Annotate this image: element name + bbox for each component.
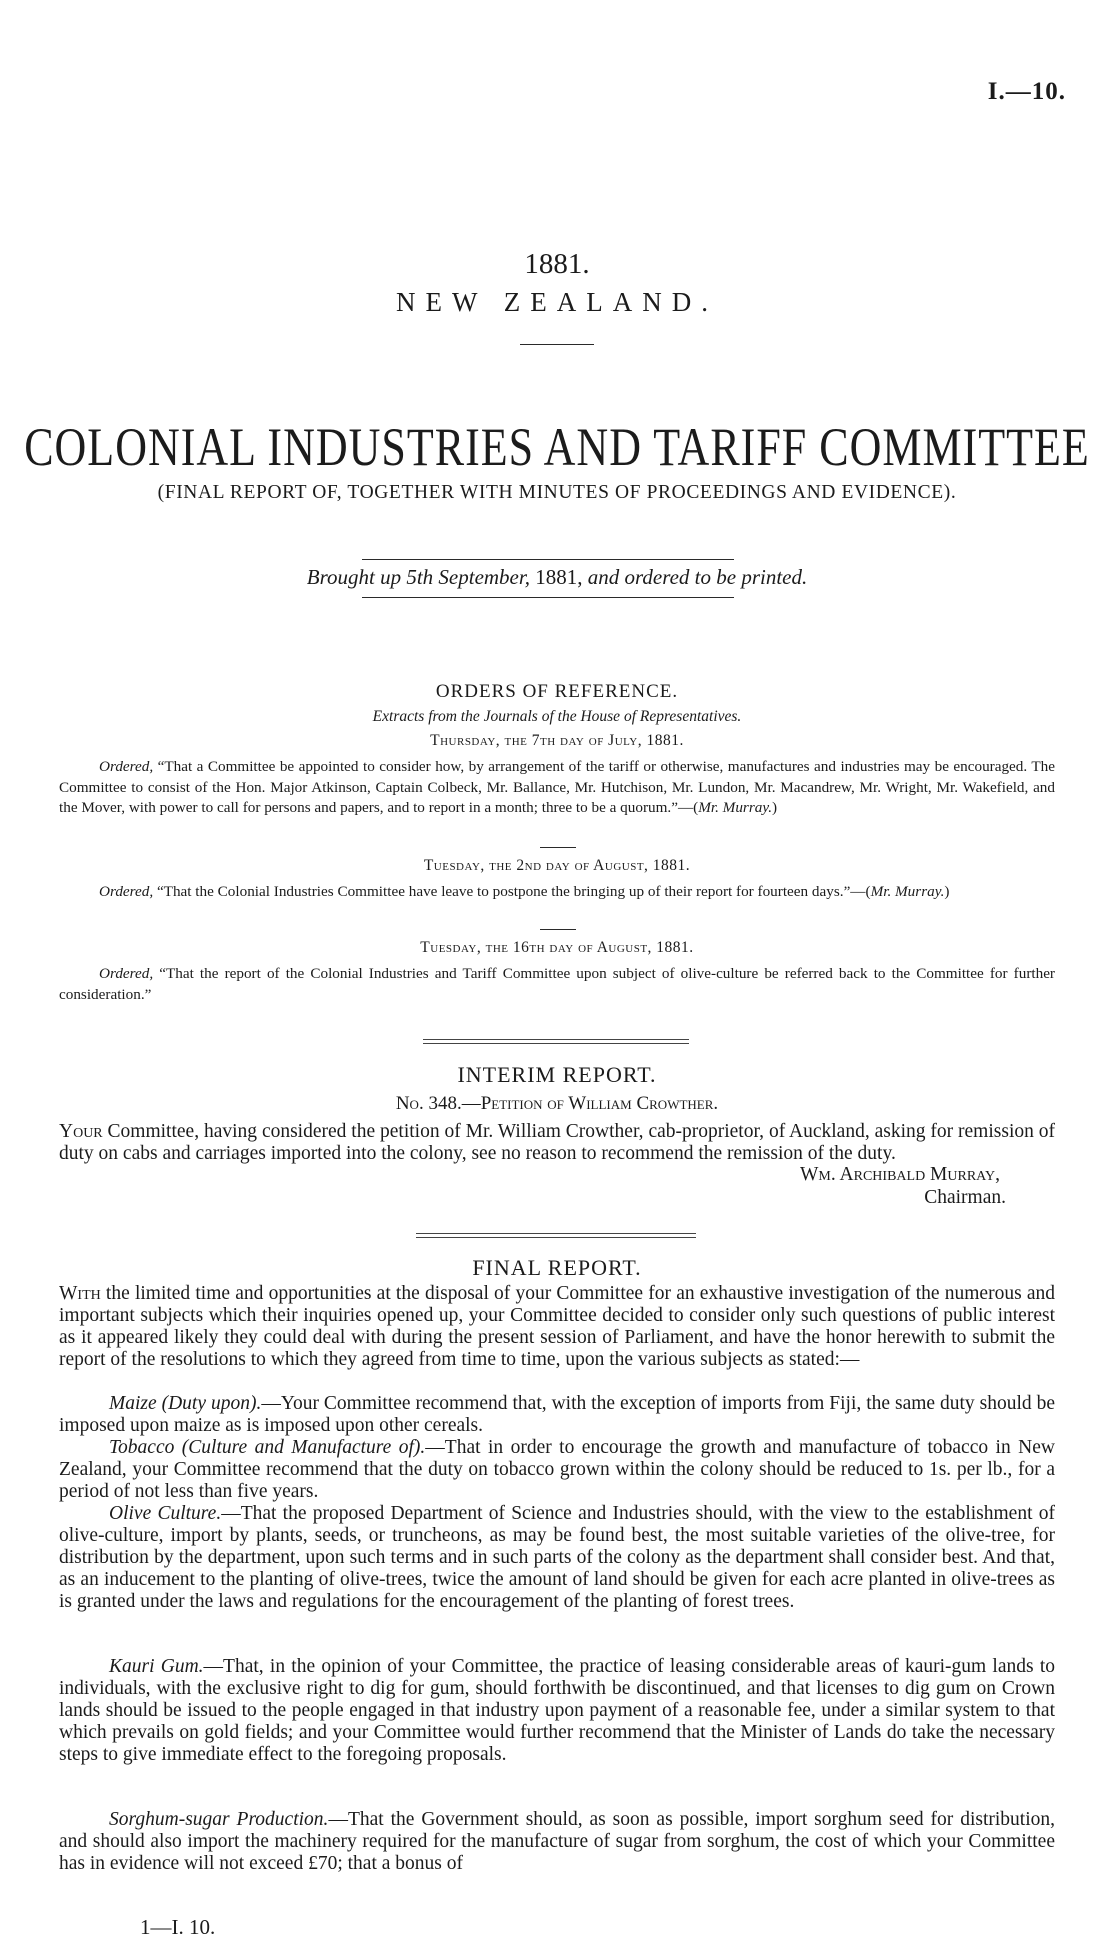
interim-petition-number: No. 348.—Petition of William Crowther.	[395, 1093, 719, 1114]
final-item-sorghum: Sorghum-sugar Production.—That the Government should, as soon as possible, import sorghum seed for distribution, and should also import the machinery required for the manufacture of sugar from sorghum, the cost of which your Committee has in evidence will not exceed £70; that a bonus of	[59, 1809, 1056, 1874]
section-divider	[416, 1233, 696, 1238]
order-paragraph: Ordered, “That the report of the Colonial Industries and Tariff Committee upon subject of olive-culture be referred back to the Committee for further consideration.”	[59, 965, 1055, 1003]
order-date: Tuesday, the 2nd day of August, 1881.	[423, 857, 691, 874]
page-title: COLONIAL INDUSTRIES AND TARIFF COMMITTEE	[24, 417, 1090, 477]
final-item-kauri: Kauri Gum.—That, in the opinion of your Committee, the practice of leasing considerable areas of kauri-gum lands to individuals, with the exclusive right to dig for gum, should forthwith be discontinued, and that licenses to dig gum on Crown lands should be issued to the people engaged in that industry upon payment of a reasonable fee, under a similar system to that which prevails on gold fields; and your Committee would further recommend that the Minister of Lands do take the necessary steps to give immediate effect to the foregoing proposals.	[59, 1656, 1055, 1765]
order-date: Tuesday, the 16th day of August, 1881.	[420, 939, 694, 956]
interim-heading: INTERIM REPORT.	[457, 1062, 657, 1087]
final-item-tobacco: Tobacco (Culture and Manufacture of).—That in order to encourage the growth and manufacture of tobacco in New Zealand, your Committee recommend that the duty on tobacco grown within the colony should be reduced to 1s. per lb., for a period of not less than five years.	[59, 1437, 1055, 1502]
final-item-maize: Maize (Duty upon).—Your Committee recommend that, with the exception of imports from Fiji, the same duty should be imposed upon maize as is imposed upon other cereals.	[59, 1393, 1055, 1436]
orders-heading: ORDERS OF REFERENCE.	[435, 681, 679, 702]
final-heading: FINAL REPORT.	[472, 1255, 642, 1280]
footer-signature: 1—I. 10.	[140, 1915, 216, 1939]
divider	[520, 344, 594, 345]
document-code: I.—10.	[987, 78, 1066, 105]
divider	[362, 597, 734, 598]
divider	[540, 847, 576, 848]
section-divider	[423, 1039, 689, 1044]
year: 1881.	[524, 248, 590, 280]
divider	[540, 929, 576, 930]
divider	[362, 559, 734, 560]
page-subtitle: (FINAL REPORT OF, TOGETHER WITH MINUTES OF PROCEEDINGS AND EVIDENCE).	[157, 482, 957, 503]
order-paragraph: Ordered, “That a Committee be appointed to consider how, by arrangement of the tariff or otherwise, manufactures and industries may be encouraged. The Committee to consist of the Hon. Major Atkinson, Captain Colbeck, Mr. Ballance, Mr. Hutchison, Mr. Lundon, Mr. Macandrew, Mr. Wright, Mr. Wakefield, and the Mover, with power to call for persons and papers, and to report in a month; three to be a quorum.”—(Mr. Murray.)	[59, 758, 1055, 816]
order-date: Thursday, the 7th day of July, 1881.	[430, 732, 684, 749]
brought-up-line: Brought up 5th September, 1881, and ordered to be printed.	[306, 565, 808, 589]
order-paragraph: Ordered, “That the Colonial Industries Committee have leave to postpone the bringing up of their report for fourteen days.”—(Mr. Murray.)	[99, 883, 950, 900]
country: NEW ZEALAND.	[396, 287, 718, 317]
interim-paragraph: Your Committee, having considered the petition of Mr. William Crowther, cab-proprietor, of Auckland, asking for remission of duty on cabs and carriages imported into the colony, see no reason to recommend the remission of the duty.	[59, 1121, 1055, 1164]
final-item-olive: Olive Culture.—That the proposed Department of Science and Industries should, with the view to the establishment of olive-culture, import by plants, seeds, or truncheons, as may be found best, the most suitable varieties of the olive-tree, for distribution by the department, upon such terms and in such parts of the colony as the department shall consider best. And that, as an inducement to the planting of olive-trees, twice the amount of land should be given for each acre planted in olive-trees as is granted under the laws and regulations for the encouragement of the planting of forest trees.	[59, 1503, 1055, 1612]
orders-extracts: Extracts from the Journals of the House of Representatives.	[372, 708, 742, 725]
final-intro-paragraph: With the limited time and opportunities at the disposal of your Committee for an exhaustive investigation of the numerous and important subjects which their inquiries opened up, your Committee decided to consider only such questions of public interest as it appeared likely they could deal with during the present session of Parliament, and have the honor herewith to submit the report of the resolutions to which they agreed from time to time, upon the various subjects as stated:—	[59, 1283, 1055, 1370]
interim-signature: Wm. Archibald Murray, Chairman.	[800, 1164, 1006, 1208]
